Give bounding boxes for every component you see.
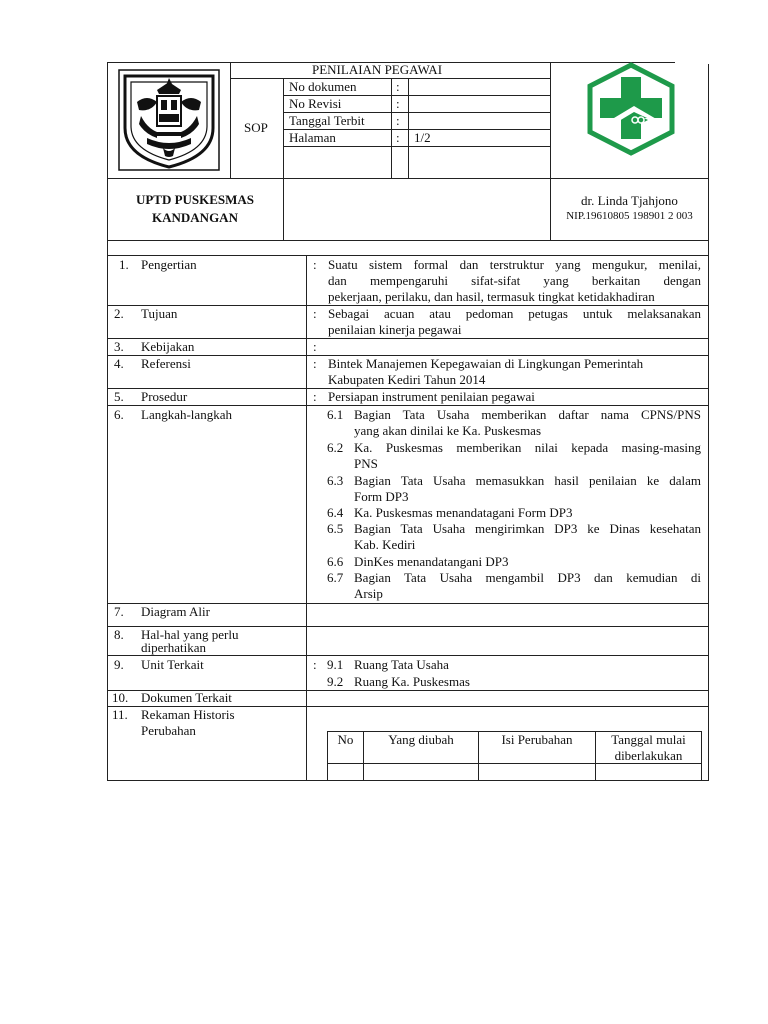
step-number: 6.4 bbox=[327, 505, 344, 520]
step-number: 6.1 bbox=[327, 407, 344, 422]
pengertian-line: pekerjaan, perilaku, dan hasil, termasuk tingkat ketidakhadiran bbox=[328, 289, 655, 304]
row-num: 9. bbox=[114, 657, 124, 672]
history-header-yang-diubah: Yang diubah bbox=[388, 732, 454, 747]
row-label-rekaman-historis: Rekaman Historis bbox=[141, 707, 235, 722]
step-text: Bagian Tata Usaha mengirimkan DP3 ke Dinas kesehatan bbox=[354, 521, 701, 536]
prosedur-line: Persiapan instrument penilaian pegawai bbox=[328, 389, 535, 404]
step-number: 6.5 bbox=[327, 521, 344, 536]
referensi-line: Kabupaten Kediri Tahun 2014 bbox=[328, 372, 486, 387]
row-label-rekaman-historis-cont: Perubahan bbox=[141, 723, 196, 738]
org-name-line1: UPTD PUSKESMAS bbox=[135, 192, 255, 207]
step-text-cont: Form DP3 bbox=[354, 489, 409, 504]
pengertian-line: Suatu sistem formal dan terstruktur yang mengukur, menilai, bbox=[328, 257, 701, 272]
row-label-kebijakan: Kebijakan bbox=[141, 339, 195, 354]
history-header-isi-perubahan: Isi Perubahan bbox=[501, 732, 573, 747]
step-text: Bagian Tata Usaha memasukkan hasil penilaian ke dalam bbox=[354, 473, 701, 488]
history-header-tanggal: Tanggal mulai bbox=[611, 732, 686, 747]
document-title: PENILAIAN PEGAWAI bbox=[312, 62, 443, 77]
signer-nip: NIP.19610805 198901 2 003 bbox=[566, 210, 693, 222]
row-num: 6. bbox=[114, 407, 124, 422]
history-header-no: No bbox=[337, 732, 354, 747]
regency-coat-of-arms-logo bbox=[117, 68, 221, 172]
meta-label-tanggal-terbit: Tanggal Terbit bbox=[289, 113, 365, 128]
row-label-diagram-alir: Diagram Alir bbox=[141, 604, 210, 619]
meta-value-halaman: 1/2 bbox=[414, 130, 431, 145]
step-number: 6.7 bbox=[327, 570, 344, 585]
row-num: 10. bbox=[112, 690, 129, 705]
row-sep: : bbox=[313, 356, 317, 371]
step-text-cont: PNS bbox=[354, 456, 378, 471]
row-num: 8. bbox=[114, 627, 124, 642]
unit-number: 9.2 bbox=[327, 674, 344, 689]
meta-sep: : bbox=[396, 96, 400, 111]
row-label-unit-terkait: Unit Terkait bbox=[141, 657, 204, 672]
row-label-prosedur: Prosedur bbox=[141, 389, 188, 404]
step-text: DinKes menandatangani DP3 bbox=[354, 554, 509, 569]
row-sep: : bbox=[313, 257, 317, 272]
step-text-cont: Arsip bbox=[354, 586, 383, 601]
step-text-cont: yang akan dinilai ke Ka. Puskesmas bbox=[354, 423, 542, 438]
row-num: 7. bbox=[114, 604, 124, 619]
referensi-line: Bintek Manajemen Kepegawaian di Lingkungan Pemerintah bbox=[328, 356, 644, 371]
signer-name: dr. Linda Tjahjono bbox=[581, 193, 678, 208]
org-name-line2: KANDANGAN bbox=[152, 210, 238, 225]
row-label-hal-hal: Hal-hal yang perlu bbox=[141, 627, 239, 642]
row-sep: : bbox=[313, 657, 317, 672]
unit-name: Ruang Tata Usaha bbox=[354, 657, 449, 672]
unit-number: 9.1 bbox=[327, 657, 344, 672]
unit-name: Ruang Ka. Puskesmas bbox=[354, 674, 470, 689]
row-label-dokumen-terkait: Dokumen Terkait bbox=[141, 690, 232, 705]
row-sep: : bbox=[313, 306, 317, 321]
row-num: 2. bbox=[114, 306, 124, 321]
row-sep: : bbox=[313, 389, 317, 404]
step-number: 6.6 bbox=[327, 554, 344, 569]
tujuan-line: penilaian kinerja pegawai bbox=[328, 322, 462, 337]
step-text: Ka. Puskesmas memberikan nilai kepada masing-masing bbox=[354, 440, 701, 455]
row-num: 11. bbox=[112, 707, 128, 722]
row-num: 5. bbox=[114, 389, 124, 404]
row-num: 4. bbox=[114, 356, 124, 371]
row-label-tujuan: Tujuan bbox=[141, 306, 178, 321]
step-number: 6.3 bbox=[327, 473, 344, 488]
puskesmas-cross-logo bbox=[584, 62, 678, 156]
step-text: Ka. Puskesmas menandatagani Form DP3 bbox=[354, 505, 573, 520]
tujuan-line: Sebagai acuan atau pedoman petugas untuk melaksanakan bbox=[328, 306, 701, 321]
row-label-pengertian: Pengertian bbox=[141, 257, 197, 272]
sop-label: SOP bbox=[244, 120, 268, 135]
meta-sep: : bbox=[396, 113, 400, 128]
pengertian-line: dan mempengaruhi sifat-sifat yang berkaitan dengan bbox=[328, 273, 701, 288]
history-header-tanggal-cont: diberlakukan bbox=[614, 748, 683, 763]
step-text: Bagian Tata Usaha memberikan daftar nama CPNS/PNS bbox=[354, 407, 701, 422]
row-label-langkah: Langkah-langkah bbox=[141, 407, 232, 422]
row-num: 3. bbox=[114, 339, 124, 354]
meta-label-no-dokumen: No dokumen bbox=[289, 79, 357, 94]
meta-label-no-revisi: No Revisi bbox=[289, 96, 342, 111]
step-text: Bagian Tata Usaha mengambil DP3 dan kemudian di bbox=[354, 570, 701, 585]
step-text-cont: Kab. Kediri bbox=[354, 537, 416, 552]
row-num: 1. bbox=[119, 257, 129, 272]
meta-sep: : bbox=[396, 79, 400, 94]
meta-sep: : bbox=[396, 130, 400, 145]
row-sep: : bbox=[313, 339, 317, 354]
row-label-hal-hal-cont: diperhatikan bbox=[141, 640, 206, 655]
meta-label-halaman: Halaman bbox=[289, 130, 336, 145]
step-number: 6.2 bbox=[327, 440, 344, 455]
row-label-referensi: Referensi bbox=[141, 356, 191, 371]
